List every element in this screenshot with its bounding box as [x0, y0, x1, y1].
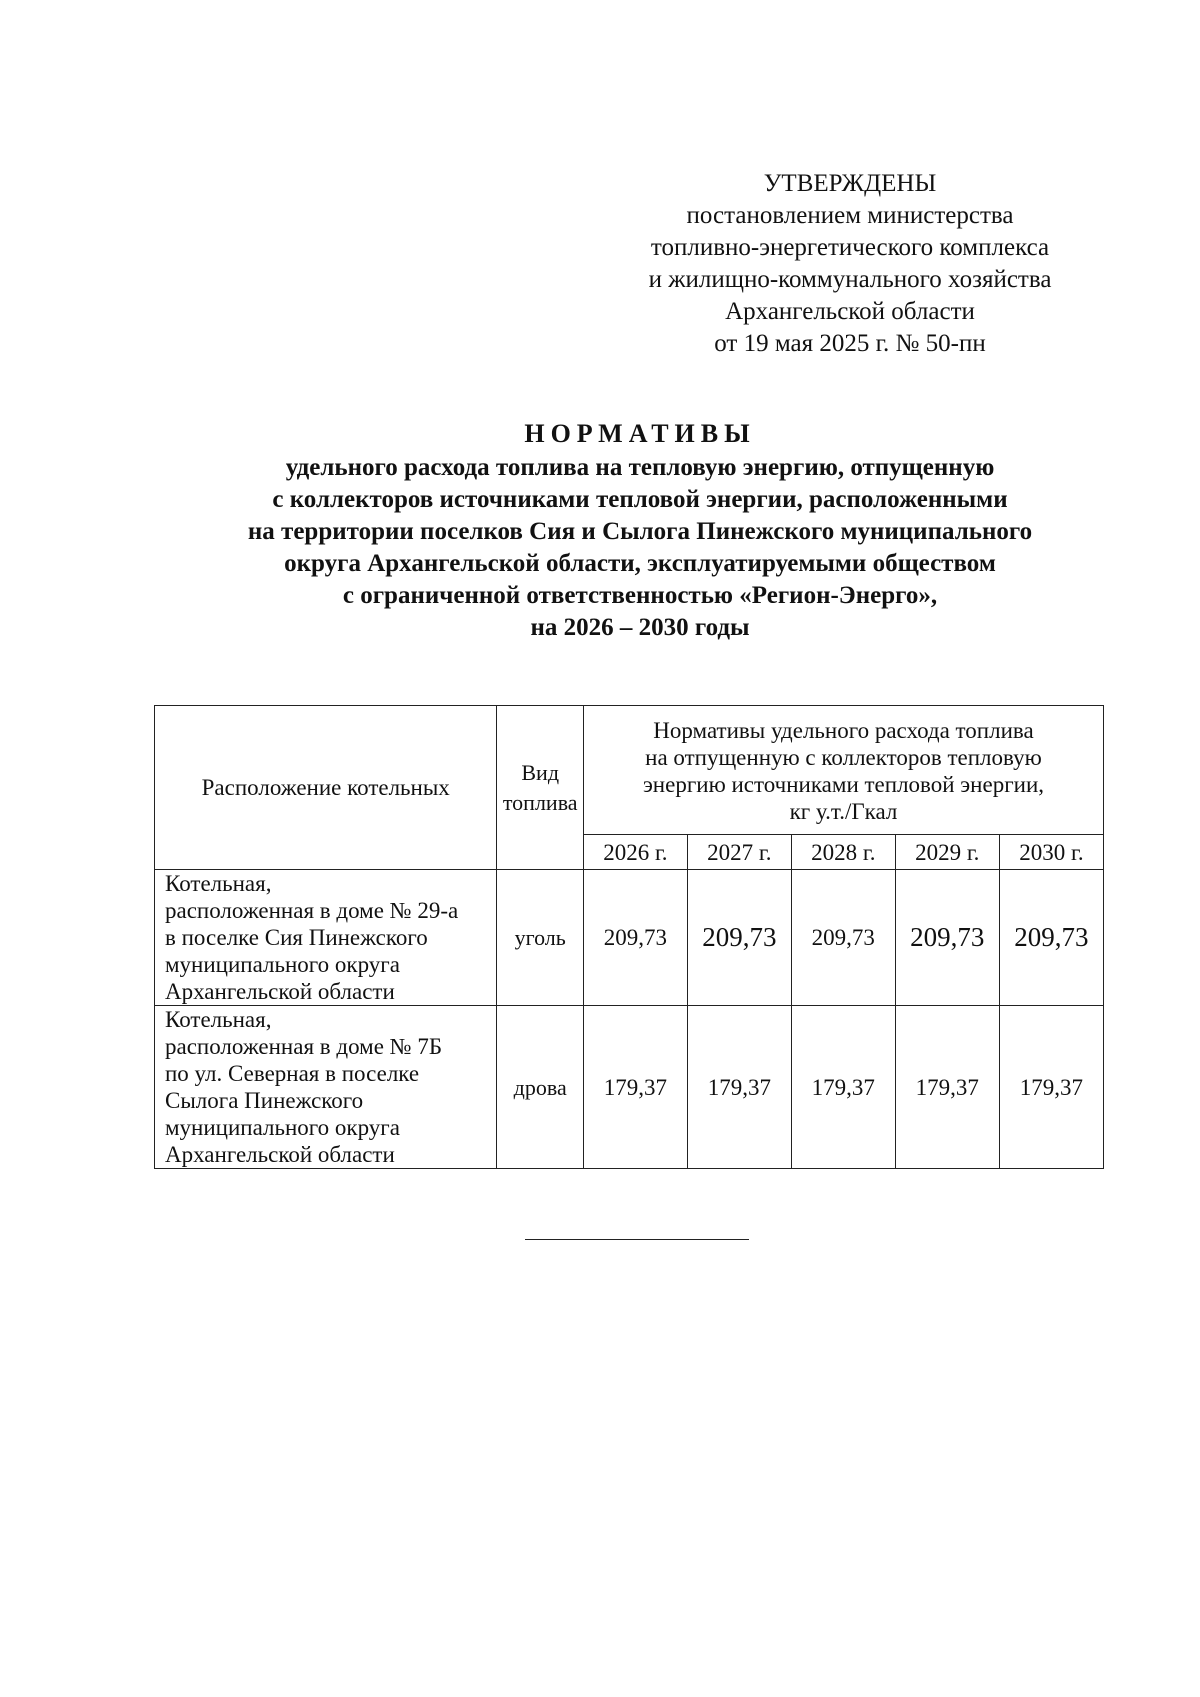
- heading-line: удельного расхода топлива на тепловую энергию, отпущенную: [285, 454, 995, 481]
- table-row: [155, 870, 1104, 1006]
- location-cell: [155, 1006, 497, 1169]
- closing-rule: [525, 1239, 749, 1240]
- approval-line: топливно-энергетического комплекса: [650, 234, 1050, 261]
- value-cell: 209,73: [999, 870, 1103, 1006]
- document-title: НОРМАТИВЫ: [524, 419, 756, 448]
- approval-line: УТВЕРЖДЕНЫ: [763, 170, 937, 197]
- location-cell: [155, 870, 497, 1006]
- value-cell: 209,73: [583, 870, 687, 1006]
- value-cell: 179,37: [791, 1006, 895, 1169]
- value-cell: 179,37: [999, 1006, 1103, 1169]
- location-line: Сылога Пинежского: [165, 1088, 364, 1113]
- location-line: в поселке Сия Пинежского: [165, 925, 428, 950]
- location-line: муниципального округа: [165, 1115, 400, 1140]
- location-line: по ул. Северная в поселке: [165, 1061, 420, 1086]
- header-year: 2027 г.: [687, 835, 791, 870]
- header-fuel-line: топлива: [502, 789, 578, 815]
- fuel-cell: дрова: [497, 1006, 584, 1169]
- header-group-line: кг у.т./Гкал: [789, 799, 898, 824]
- location-line: муниципального округа: [165, 952, 400, 977]
- header-location: Расположение котельных: [155, 706, 497, 870]
- value-cell: 209,73: [687, 870, 791, 1006]
- document-heading: [0, 418, 1200, 644]
- location-line: Архангельской области: [165, 1142, 395, 1167]
- header-year: 2026 г.: [583, 835, 687, 870]
- header-fuel-line: Вид: [521, 759, 560, 785]
- location-line: Котельная,: [165, 871, 272, 896]
- value-cell: 179,37: [687, 1006, 791, 1169]
- header-year: 2029 г.: [895, 835, 999, 870]
- approval-line: от 19 мая 2025 г. № 50-пн: [714, 330, 986, 357]
- approval-line: постановлением министерства: [686, 202, 1014, 229]
- table-row: [155, 1006, 1104, 1169]
- location-line: Котельная,: [165, 1007, 272, 1032]
- header-group-line: Нормативы удельного расхода топлива: [653, 718, 1034, 743]
- norms-table: [154, 705, 1104, 1169]
- approval-line: Архангельской области: [725, 298, 975, 325]
- header-norms-group: [583, 706, 1103, 835]
- header-group-line: на отпущенную с коллекторов тепловую: [645, 745, 1042, 770]
- header-year: 2028 г.: [791, 835, 895, 870]
- heading-line: на 2026 – 2030 годы: [530, 614, 750, 641]
- heading-line: округа Архангельской области, эксплуатируемыми обществом: [284, 550, 996, 577]
- location-line: Архангельской области: [165, 979, 395, 1004]
- fuel-cell: уголь: [497, 870, 584, 1006]
- heading-line: с ограниченной ответственностью «Регион-Энерго»,: [342, 582, 938, 609]
- value-cell: 209,73: [895, 870, 999, 1006]
- location-line: расположенная в доме № 29-а: [165, 898, 459, 923]
- heading-line: с коллекторов источниками тепловой энергии, расположенными: [272, 486, 1008, 513]
- heading-line: на территории поселков Сия и Сылога Пинежского муниципального: [247, 518, 1033, 545]
- header-fuel: [497, 706, 584, 870]
- header-group-line: энергию источниками тепловой энергии,: [642, 772, 1044, 797]
- header-year: 2030 г.: [999, 835, 1103, 870]
- table-header-row: [155, 706, 1104, 835]
- value-cell: 209,73: [791, 870, 895, 1006]
- approval-block: [600, 168, 1100, 360]
- value-cell: 179,37: [895, 1006, 999, 1169]
- value-cell: 179,37: [583, 1006, 687, 1169]
- approval-line: и жилищно-коммунального хозяйства: [648, 266, 1052, 293]
- location-line: расположенная в доме № 7Б: [165, 1034, 443, 1059]
